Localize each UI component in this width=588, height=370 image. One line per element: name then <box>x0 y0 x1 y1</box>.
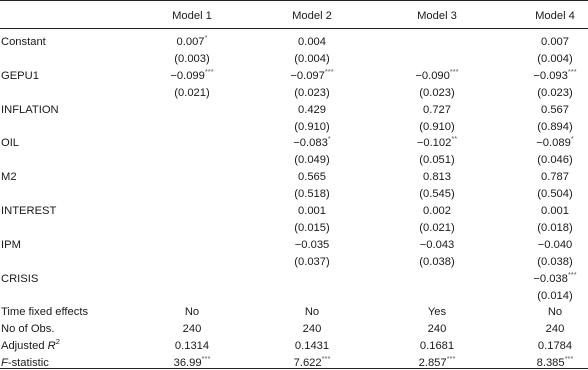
significance-stars: *** <box>564 354 574 364</box>
std-error-cell: (0.038) <box>419 255 455 268</box>
footer-value-cell: 7.622*** <box>293 354 331 370</box>
coefficient-cell: −0.090*** <box>415 66 459 82</box>
significance-stars: *** <box>567 269 577 279</box>
footer-value-cell: 0.1314 <box>174 340 210 353</box>
std-error-cell: (0.051) <box>419 154 455 167</box>
significance-stars: *** <box>204 66 214 76</box>
coefficient-cell: −0.040 <box>537 238 573 251</box>
coefficient-cell: 0.007* <box>176 33 208 48</box>
row-label: OIL <box>1 137 20 150</box>
std-error-cell: (0.004) <box>294 52 330 65</box>
coefficient-cell: −0.093*** <box>533 66 577 82</box>
row-label: IPM <box>1 238 21 251</box>
significance-stars: *** <box>567 66 577 76</box>
coefficient-cell: 0.787 <box>541 171 569 184</box>
row-label: M2 <box>1 171 17 184</box>
row-label: CRISIS <box>1 272 39 285</box>
coefficient-cell: −0.043 <box>419 238 455 251</box>
footer-value-cell: 8.385*** <box>536 354 574 370</box>
std-error-cell: (0.910) <box>419 120 455 133</box>
footer-value-cell: No <box>184 306 200 319</box>
std-error-cell: (0.021) <box>174 86 210 99</box>
footer-row-label: No of Obs. <box>1 323 55 336</box>
column-header-model-1: Model 1 <box>172 10 212 22</box>
coefficient-cell: 0.565 <box>298 171 326 184</box>
significance-stars: *** <box>446 354 456 364</box>
std-error-cell: (0.023) <box>537 86 573 99</box>
std-error-cell: (0.038) <box>537 255 573 268</box>
coefficient-cell: 0.004 <box>298 36 326 48</box>
coefficient-cell: −0.038*** <box>533 269 577 285</box>
row-label: GEPU1 <box>1 69 39 82</box>
row-label: INTEREST <box>1 205 57 217</box>
column-header-model-3: Model 3 <box>417 10 457 22</box>
coefficient-cell: −0.099*** <box>170 66 214 82</box>
significance-stars: * <box>570 134 574 144</box>
header-rule <box>0 28 588 29</box>
std-error-cell: (0.023) <box>294 86 330 99</box>
footer-value-cell: 240 <box>302 323 322 336</box>
significance-stars: *** <box>201 354 211 364</box>
coefficient-cell: 0.007 <box>541 36 569 48</box>
coefficient-cell: −0.102** <box>416 134 458 150</box>
std-error-cell: (0.545) <box>419 188 455 201</box>
footer-value-cell: 240 <box>545 323 565 336</box>
std-error-cell: (0.049) <box>294 154 330 167</box>
column-header-model-4: Model 4 <box>535 10 575 22</box>
footer-row-label: F-statistic <box>1 357 49 370</box>
coefficient-cell: 0.001 <box>298 205 326 217</box>
footer-value-cell: No <box>304 306 320 319</box>
coefficient-cell: 0.429 <box>298 103 326 116</box>
coefficient-cell: 0.727 <box>423 103 451 116</box>
footer-value-cell: No <box>547 306 563 319</box>
std-error-cell: (0.015) <box>294 221 330 234</box>
coefficient-cell: 0.567 <box>541 103 569 116</box>
coefficient-cell: −0.083* <box>293 134 331 150</box>
std-error-cell: (0.894) <box>537 120 573 133</box>
significance-stars: *** <box>321 354 331 364</box>
row-label: Constant <box>1 36 46 48</box>
footer-value-cell: 0.1681 <box>419 340 455 353</box>
significance-stars: *** <box>324 66 334 76</box>
column-header-model-2: Model 2 <box>292 10 332 22</box>
coefficient-cell: 0.813 <box>423 171 451 184</box>
footer-value-cell: 36.99*** <box>173 354 211 370</box>
std-error-cell: (0.037) <box>294 255 330 268</box>
std-error-cell: (0.004) <box>537 52 573 65</box>
coefficient-cell: 0.002 <box>423 205 451 217</box>
std-error-cell: (0.910) <box>294 120 330 133</box>
std-error-cell: (0.018) <box>537 221 573 234</box>
std-error-cell: (0.518) <box>294 188 330 201</box>
footer-value-cell: 0.1431 <box>294 340 330 353</box>
significance-stars: * <box>204 33 208 42</box>
footer-value-cell: 2.857*** <box>418 354 456 370</box>
std-error-cell: (0.021) <box>419 221 455 234</box>
coefficient-cell: −0.035 <box>294 238 330 251</box>
coefficient-cell: −0.097*** <box>290 66 334 82</box>
std-error-cell: (0.014) <box>537 289 573 302</box>
footer-value-cell: Yes <box>427 306 447 319</box>
std-error-cell: (0.504) <box>537 188 573 201</box>
footer-row-label: Adjusted $R^2$ <box>1 337 60 353</box>
std-error-cell: (0.023) <box>419 86 455 99</box>
footer-row-label: Time fixed effects <box>1 306 89 319</box>
coefficient-cell: −0.089* <box>536 134 574 150</box>
coefficient-cell: 0.001 <box>541 205 569 217</box>
significance-stars: *** <box>449 66 459 76</box>
footer-value-cell: 240 <box>427 323 447 336</box>
footer-value-cell: 0.1784 <box>537 340 573 353</box>
significance-stars: ** <box>451 134 458 144</box>
footer-value-cell: 240 <box>182 323 202 336</box>
significance-stars: * <box>327 134 331 144</box>
std-error-cell: (0.003) <box>174 52 210 65</box>
row-label: INFLATION <box>1 103 59 116</box>
std-error-cell: (0.046) <box>537 154 573 167</box>
top-rule <box>0 0 588 1</box>
